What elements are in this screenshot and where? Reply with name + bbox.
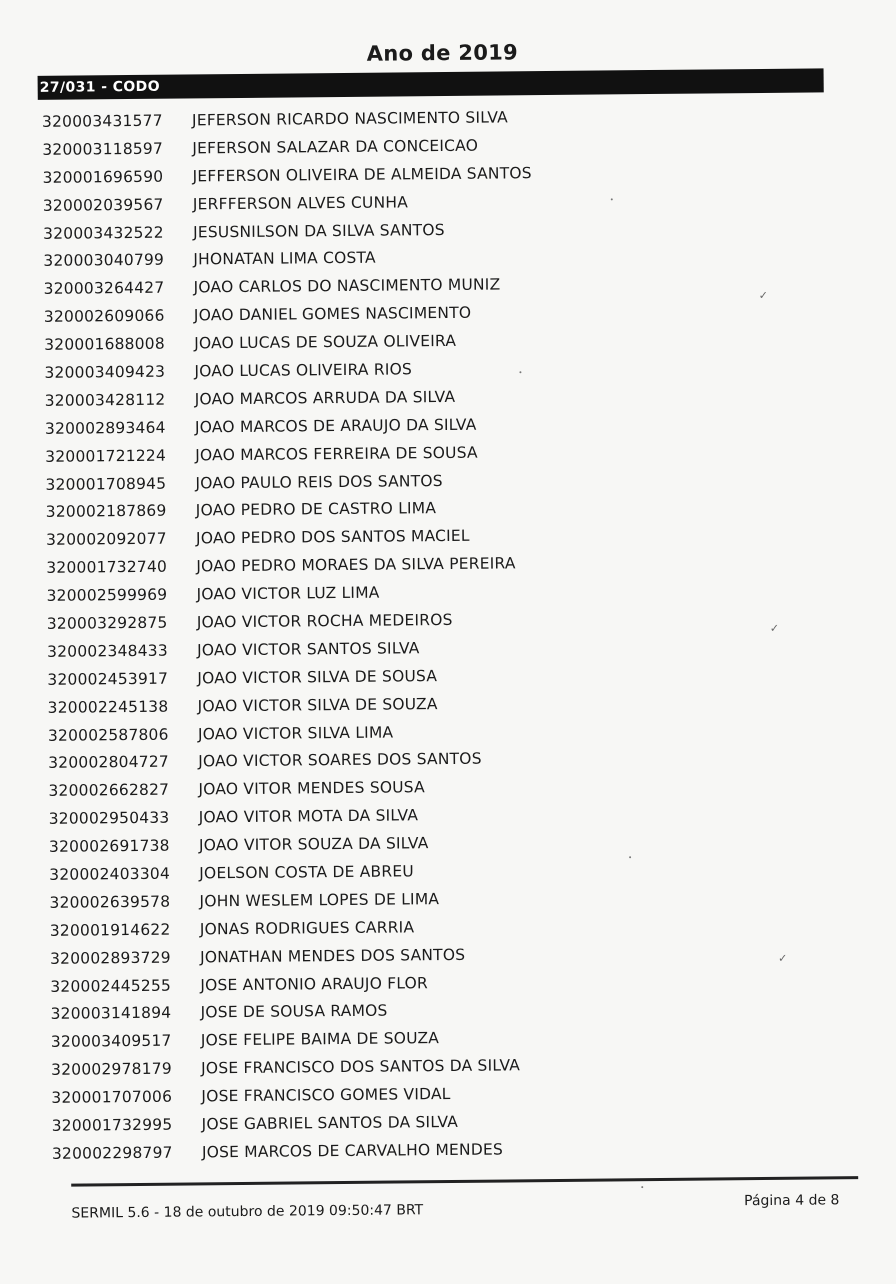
person-name: JOAO PEDRO DE CASTRO LIMA [195, 499, 437, 520]
person-name: JOAO VICTOR SANTOS SILVA [197, 639, 420, 660]
registration-number: 320002893464 [44, 418, 166, 438]
registration-number: 320002298797 [51, 1143, 173, 1163]
registration-number: 320001707006 [51, 1087, 173, 1107]
person-name: JOAO VICTOR SOARES DOS SANTOS [198, 750, 482, 771]
registration-number: 320002587806 [47, 725, 169, 745]
page-title: Ano de 2019 [366, 40, 519, 66]
footer-divider [71, 1176, 858, 1187]
check-mark-icon: ✓ [758, 288, 768, 303]
person-name: JOELSON COSTA DE ABREU [199, 862, 414, 883]
registration-number: 320003409517 [50, 1032, 172, 1052]
registration-number: 320002978179 [51, 1059, 172, 1080]
registration-number: 320003428112 [44, 390, 166, 410]
person-name: JEFFERSON OLIVEIRA DE ALMEIDA SANTOS [192, 163, 532, 186]
record-list [42, 101, 812, 1168]
person-name: JOSE FELIPE BAIMA DE SOUZA [200, 1029, 440, 1050]
person-name: JOAO VICTOR SILVA DE SOUZA [197, 694, 438, 716]
person-name: JOAO LUCAS DE SOUZA OLIVEIRA [194, 331, 457, 353]
person-name: JOAO VITOR MOTA DA SILVA [198, 806, 419, 827]
check-mark-icon: ✓ [778, 951, 788, 965]
scan-speck [611, 198, 613, 200]
person-name: JERFFERSON ALVES CUNHA [192, 192, 409, 214]
registration-number: 320002609066 [43, 306, 165, 327]
registration-number: 320001914622 [49, 920, 171, 940]
registration-number: 320002950433 [48, 808, 170, 829]
registration-number: 320003432522 [42, 223, 164, 243]
registration-number: 320001721224 [45, 446, 167, 466]
person-name: JOAO VICTOR SILVA LIMA [197, 723, 394, 743]
registration-number: 320002893729 [49, 948, 171, 968]
registration-number: 320002639578 [49, 892, 171, 912]
section-header [38, 68, 824, 100]
footer-timestamp: SERMIL 5.6 - 18 de outubro de 2019 09:50:47 BRT [71, 1202, 424, 1222]
registration-number: 320001688008 [44, 334, 165, 354]
person-name: JHONATAN LIMA COSTA [193, 249, 376, 269]
person-name: JOAO PAULO REIS DOS SANTOS [195, 471, 443, 492]
registration-number: 320003141894 [50, 1004, 172, 1024]
registration-number: 320002599969 [46, 585, 168, 605]
registration-number: 320001708945 [45, 474, 167, 494]
person-name: JOAO MARCOS ARRUDA DA SILVA [194, 387, 456, 409]
registration-number: 320002092077 [45, 529, 167, 550]
person-name: JOAO VICTOR SILVA DE SOUSA [197, 666, 438, 688]
registration-number: 320002245138 [47, 697, 169, 717]
registration-number: 320002453917 [47, 669, 169, 689]
registration-number: 320002348433 [47, 641, 168, 661]
registration-number: 320002662827 [48, 780, 170, 801]
person-name: JONAS RODRIGUES CARRIA [199, 918, 415, 939]
list-item [52, 1132, 812, 1167]
person-name: JOAO VITOR SOUZA DA SILVA [198, 834, 429, 855]
person-name: JOAO DANIEL GOMES NASCIMENTO [193, 303, 472, 325]
person-name: JOSE ANTONIO ARAUJO FLOR [200, 973, 429, 994]
person-name: JOAO CARLOS DO NASCIMENTO MUNIZ [193, 275, 501, 297]
person-name: JOSE FRANCISCO DOS SANTOS DA SILVA [201, 1056, 521, 1078]
person-name: JOSE GABRIEL SANTOS DA SILVA [201, 1112, 459, 1134]
registration-number: 320003409423 [44, 362, 166, 382]
person-name: JOAO PEDRO MORAES DA SILVA PEREIRA [196, 554, 516, 576]
person-name: JOAO MARCOS FERREIRA DE SOUSA [195, 443, 478, 465]
person-name: JONATHAN MENDES DOS SANTOS [199, 945, 466, 967]
registration-number: 320003118597 [42, 139, 164, 159]
person-name: JOHN WESLEM LOPES DE LIMA [199, 889, 440, 911]
person-name: JOAO MARCOS DE ARAUJO DA SILVA [194, 415, 477, 437]
person-name: JEFERSON RICARDO NASCIMENTO SILVA [191, 108, 509, 130]
registration-number: 320002187869 [45, 502, 167, 522]
registration-number: 320001732995 [51, 1115, 173, 1135]
person-name: JOAO PEDRO DOS SANTOS MACIEL [195, 527, 470, 548]
person-name: JOAO VICTOR ROCHA MEDEIROS [196, 610, 453, 632]
registration-number: 320003040799 [43, 251, 165, 271]
person-name: JOAO VICTOR LUZ LIMA [196, 583, 380, 604]
registration-number: 320001696590 [42, 167, 164, 187]
page-number: Página 4 de 8 [744, 1192, 840, 1210]
person-name: JESUSNILSON DA SILVA SANTOS [192, 220, 445, 241]
person-name: JOAO LUCAS OLIVEIRA RIOS [194, 360, 413, 381]
registration-number: 320003292875 [46, 613, 168, 633]
scan-speck [519, 371, 521, 373]
section-label: 27/031 - CODO [39, 78, 161, 96]
registration-number: 320003431577 [41, 111, 163, 131]
person-name: JOSE DE SOUSA RAMOS [200, 1002, 388, 1022]
registration-number: 320002445255 [50, 976, 172, 996]
check-mark-icon: ✓ [769, 621, 780, 635]
registration-number: 320002691738 [48, 836, 170, 856]
person-name: JEFERSON SALAZAR DA CONCEICAO [192, 136, 479, 158]
registration-number: 320002403304 [49, 864, 171, 884]
scan-speck [641, 1186, 643, 1188]
person-name: JOAO VITOR MENDES SOUSA [198, 778, 425, 799]
person-name: JOSE MARCOS DE CARVALHO MENDES [201, 1140, 504, 1162]
registration-number: 320003264427 [43, 278, 165, 299]
registration-number: 320002039567 [42, 195, 164, 215]
person-name: JOSE FRANCISCO GOMES VIDAL [201, 1085, 451, 1106]
registration-number: 320002804727 [48, 753, 169, 773]
registration-number: 320001732740 [46, 557, 168, 578]
scan-speck [629, 856, 631, 858]
